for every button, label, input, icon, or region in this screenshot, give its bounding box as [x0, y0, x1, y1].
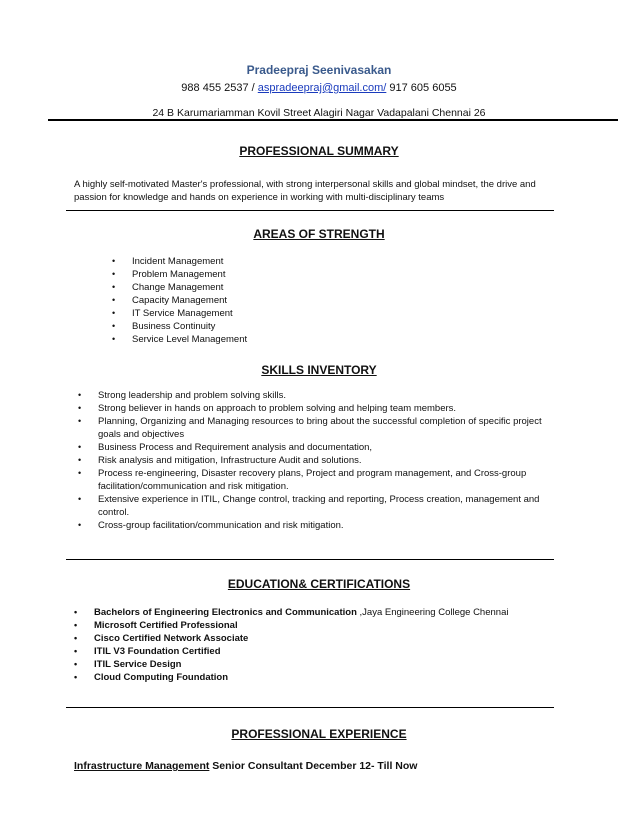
- strength-list: [112, 255, 248, 346]
- list-item: • Strong believer in hands on approach to problem solving and helping team members.: [78, 403, 457, 414]
- experience-heading: PROFESSIONAL EXPERIENCE: [231, 727, 407, 741]
- bullet-icon: •: [74, 620, 78, 630]
- phone-secondary: 917 605 6055: [386, 82, 457, 94]
- phone-primary: 988 455 2537: [181, 82, 249, 94]
- contact-separator: /: [248, 82, 258, 94]
- experience-title-dates: Senior Consultant December 12- Till Now: [209, 760, 418, 772]
- candidate-name: Pradeepraj Seenivasakan: [246, 63, 392, 77]
- bullet-icon: •: [78, 468, 82, 478]
- list-item: • Problem Management: [112, 269, 226, 280]
- list-item: • Risk analysis and mitigation, Infrastructure Audit and solutions.: [78, 455, 362, 466]
- list-item: • ITIL Service Design: [74, 659, 182, 670]
- strength-heading: AREAS OF STRENGTH: [253, 227, 385, 241]
- list-item: • IT Service Management: [112, 308, 233, 319]
- list-item: • Capacity Management: [112, 295, 228, 306]
- summary-heading: PROFESSIONAL SUMMARY: [239, 144, 399, 158]
- bullet-icon: •: [112, 321, 116, 331]
- bullet-icon: •: [74, 659, 78, 669]
- bullet-icon: •: [78, 442, 82, 452]
- bullet-icon: •: [78, 416, 82, 426]
- summary-line-2: passion for knowledge and hands on experience in working with multi-disciplinary teams: [74, 192, 445, 203]
- summary-line-1: A highly self-motivated Master's professional, with strong interpersonal skills and global mindset, the drive and: [74, 179, 536, 190]
- bullet-icon: •: [78, 520, 82, 530]
- bullet-icon: •: [78, 390, 82, 400]
- bullet-icon: •: [78, 403, 82, 413]
- bullet-icon: •: [74, 633, 78, 643]
- list-item: • Bachelors of Engineering Electronics and Communication ,Jaya Engineering College Chennai: [74, 607, 509, 618]
- contact-line: [0, 82, 638, 94]
- list-item: • Cisco Certified Network Associate: [74, 633, 249, 644]
- bullet-icon: •: [74, 672, 78, 682]
- bullet-icon: •: [112, 334, 116, 344]
- list-item: • Business Continuity: [112, 321, 216, 332]
- summary-divider: [66, 210, 554, 211]
- list-item: • ITIL V3 Foundation Certified: [74, 646, 221, 657]
- list-item: • Microsoft Certified Professional: [74, 620, 238, 631]
- bullet-icon: •: [112, 269, 116, 279]
- list-item: • Process re-engineering, Disaster recovery plans, Project and program management, and Cross-group facilitation/communication and risk mitigation.: [78, 468, 527, 492]
- bullet-icon: •: [112, 256, 116, 266]
- skills-divider: [66, 559, 554, 560]
- experience-department: Infrastructure Management: [74, 760, 210, 772]
- list-item: • Change Management: [112, 282, 224, 293]
- list-item: • Business Process and Requirement analysis and documentation,: [78, 442, 373, 453]
- list-item: • Extensive experience in ITIL, Change control, tracking and reporting, Process creation, management and control.: [78, 494, 540, 518]
- bullet-icon: •: [78, 494, 82, 504]
- skills-list: [78, 389, 562, 532]
- list-item: • Cloud Computing Foundation: [74, 672, 229, 683]
- education-list: [74, 606, 509, 684]
- education-heading: EDUCATION& CERTIFICATIONS: [227, 577, 411, 591]
- bullet-icon: •: [78, 455, 82, 465]
- bullet-icon: •: [74, 646, 78, 656]
- list-item: • Strong leadership and problem solving skills.: [78, 390, 286, 401]
- list-item: • Planning, Organizing and Managing resources to bring about the successful completion of specific project goals and objectives: [78, 416, 542, 440]
- skills-heading: SKILLS INVENTORY: [261, 363, 377, 377]
- header-divider: [48, 119, 618, 121]
- bullet-icon: •: [112, 295, 116, 305]
- address: 24 B Karumariamman Kovil Street Alagiri Nagar Vadapalani Chennai 26: [152, 107, 486, 119]
- email-link[interactable]: aspradeepraj@gmail.com/: [257, 82, 387, 94]
- education-divider: [66, 707, 554, 708]
- list-item: • Cross-group facilitation/communication and risk mitigation.: [78, 520, 344, 531]
- bullet-icon: •: [112, 282, 116, 292]
- bullet-icon: •: [74, 607, 78, 617]
- summary-text: [74, 178, 574, 204]
- experience-role: [74, 760, 417, 772]
- list-item: • Incident Management: [112, 256, 224, 267]
- bullet-icon: •: [112, 308, 116, 318]
- list-item: • Service Level Management: [112, 334, 248, 345]
